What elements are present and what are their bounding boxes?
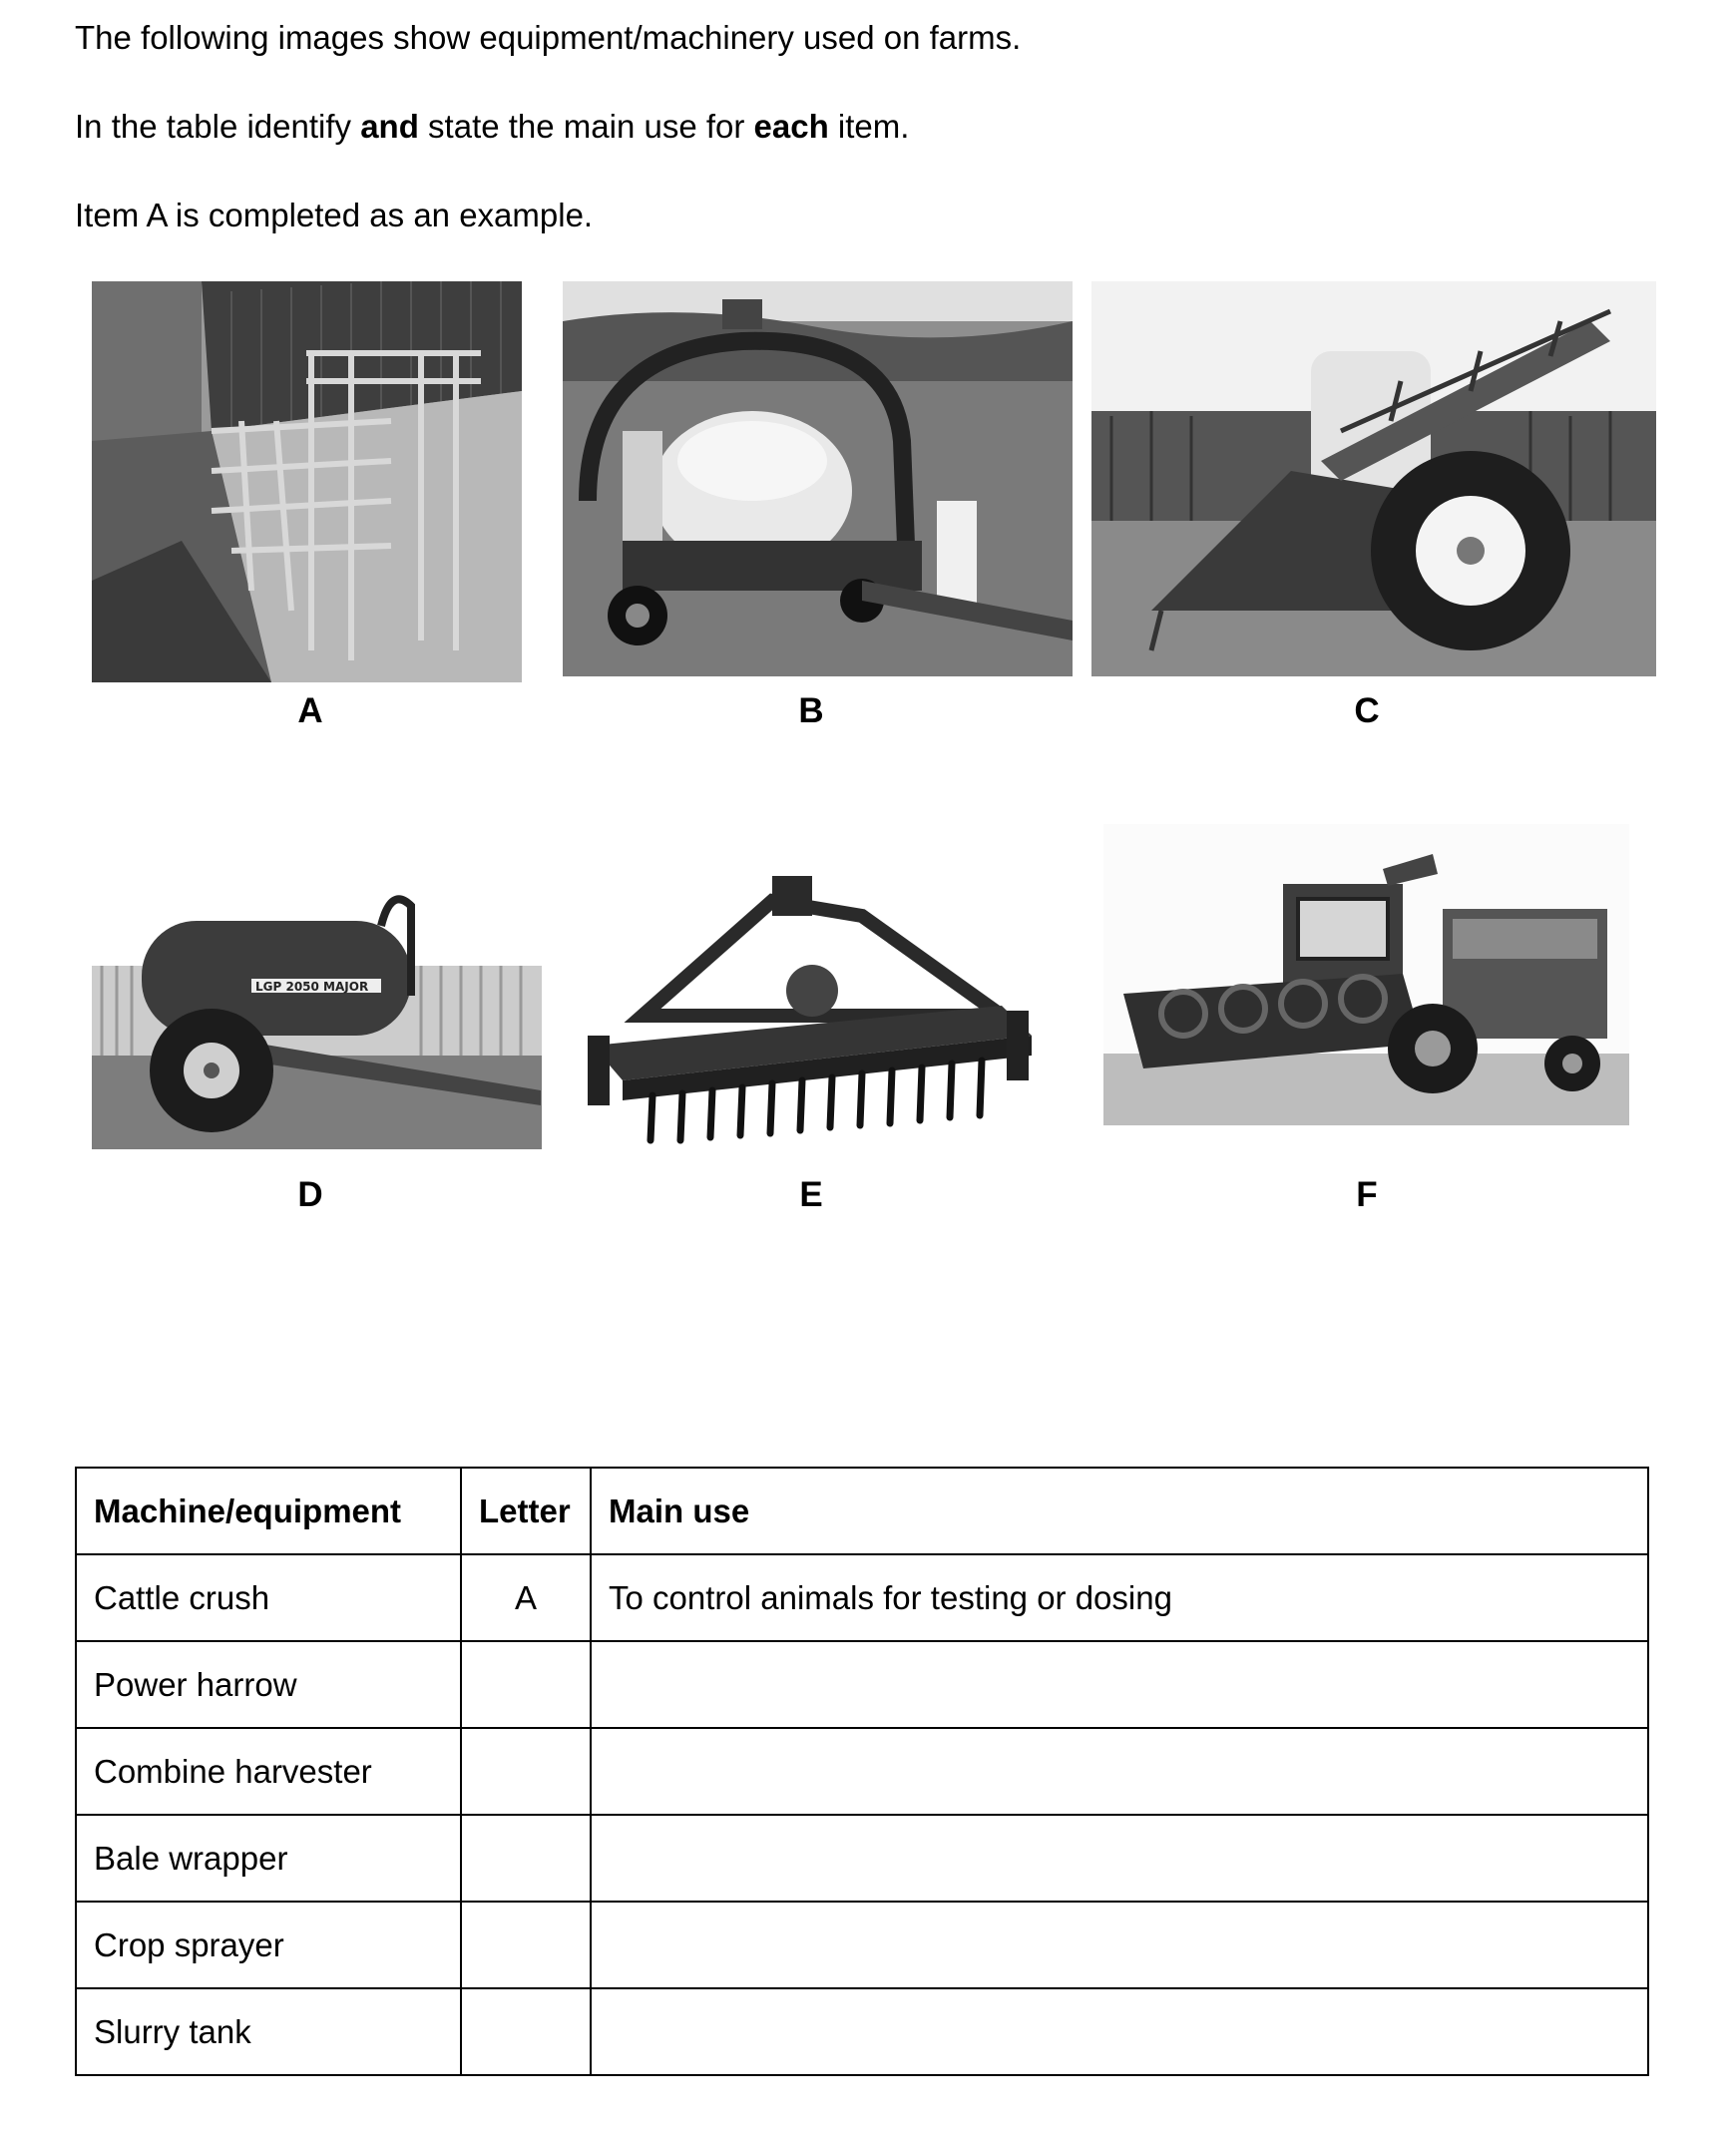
row-letter-cell: A xyxy=(461,1554,591,1641)
row-machine-cell: Bale wrapper xyxy=(76,1815,461,1902)
header-main-use: Main use xyxy=(591,1468,1648,1554)
image-d-label: D xyxy=(297,1175,323,1214)
row-letter-cell[interactable] xyxy=(461,1728,591,1815)
row-use-cell[interactable] xyxy=(591,1728,1648,1815)
intro-line-2-text-a: In the table identify xyxy=(75,108,361,145)
image-b-label: B xyxy=(798,691,824,730)
intro-line-1 xyxy=(75,18,1021,58)
image-c-crop-sprayer xyxy=(1091,281,1656,676)
row-letter-cell[interactable] xyxy=(461,1641,591,1728)
image-d-slurry-tank xyxy=(92,866,542,1149)
row-machine-cell: Slurry tank xyxy=(76,1988,461,2075)
row-letter-cell[interactable] xyxy=(461,1988,591,2075)
row-use-cell[interactable] xyxy=(591,1988,1648,2075)
intro-line-2 xyxy=(75,107,909,147)
intro-line-2-text-c: item. xyxy=(828,108,910,145)
table-row xyxy=(76,1641,1648,1728)
intro-line-3-text: Item A is completed as an example. xyxy=(75,197,594,233)
row-use-cell[interactable] xyxy=(591,1902,1648,1988)
row-use-cell[interactable] xyxy=(591,1815,1648,1902)
row-use-cell[interactable] xyxy=(591,1641,1648,1728)
answer-table xyxy=(75,1467,1649,2076)
image-f-label: F xyxy=(1356,1175,1378,1214)
intro-line-1-text: The following images show equipment/machinery used on farms. xyxy=(75,19,1022,56)
intro-line-3 xyxy=(75,196,593,235)
power-harrow-icon xyxy=(583,866,1040,1155)
table-row xyxy=(76,1988,1648,2075)
table-row xyxy=(76,1902,1648,1988)
image-c-label: C xyxy=(1354,691,1380,730)
image-a-cattle-crush xyxy=(92,281,522,682)
row-machine-cell: Crop sprayer xyxy=(76,1902,461,1988)
row-letter-cell[interactable] xyxy=(461,1902,591,1988)
table-row xyxy=(76,1554,1648,1641)
intro-line-2-bold-each: each xyxy=(753,108,829,145)
table-row xyxy=(76,1728,1648,1815)
header-letter: Letter xyxy=(461,1468,591,1554)
image-b-bale-wrapper xyxy=(563,281,1073,676)
row-letter-cell[interactable] xyxy=(461,1815,591,1902)
table-row xyxy=(76,1815,1648,1902)
image-f-combine-harvester xyxy=(1103,824,1629,1125)
header-machine: Machine/equipment xyxy=(76,1468,461,1554)
tank-label-text: LGP 2050 MAJOR xyxy=(255,980,369,994)
row-use-cell: To control animals for testing or dosing xyxy=(591,1554,1648,1641)
cattle-crush-icon xyxy=(92,281,522,682)
image-a-label: A xyxy=(297,691,323,730)
intro-line-2-text-b: state the main use for xyxy=(418,108,754,145)
row-machine-cell: Power harrow xyxy=(76,1641,461,1728)
bale-wrapper-icon xyxy=(563,281,1073,676)
intro-line-2-bold-and: and xyxy=(360,108,419,145)
table-header-row xyxy=(76,1468,1648,1554)
image-e-label: E xyxy=(799,1175,823,1214)
crop-sprayer-icon xyxy=(1091,281,1656,676)
row-machine-cell: Combine harvester xyxy=(76,1728,461,1815)
row-machine-cell: Cattle crush xyxy=(76,1554,461,1641)
slurry-tank-icon xyxy=(92,866,542,1149)
combine-harvester-icon xyxy=(1103,824,1629,1125)
image-e-power-harrow xyxy=(583,866,1040,1155)
